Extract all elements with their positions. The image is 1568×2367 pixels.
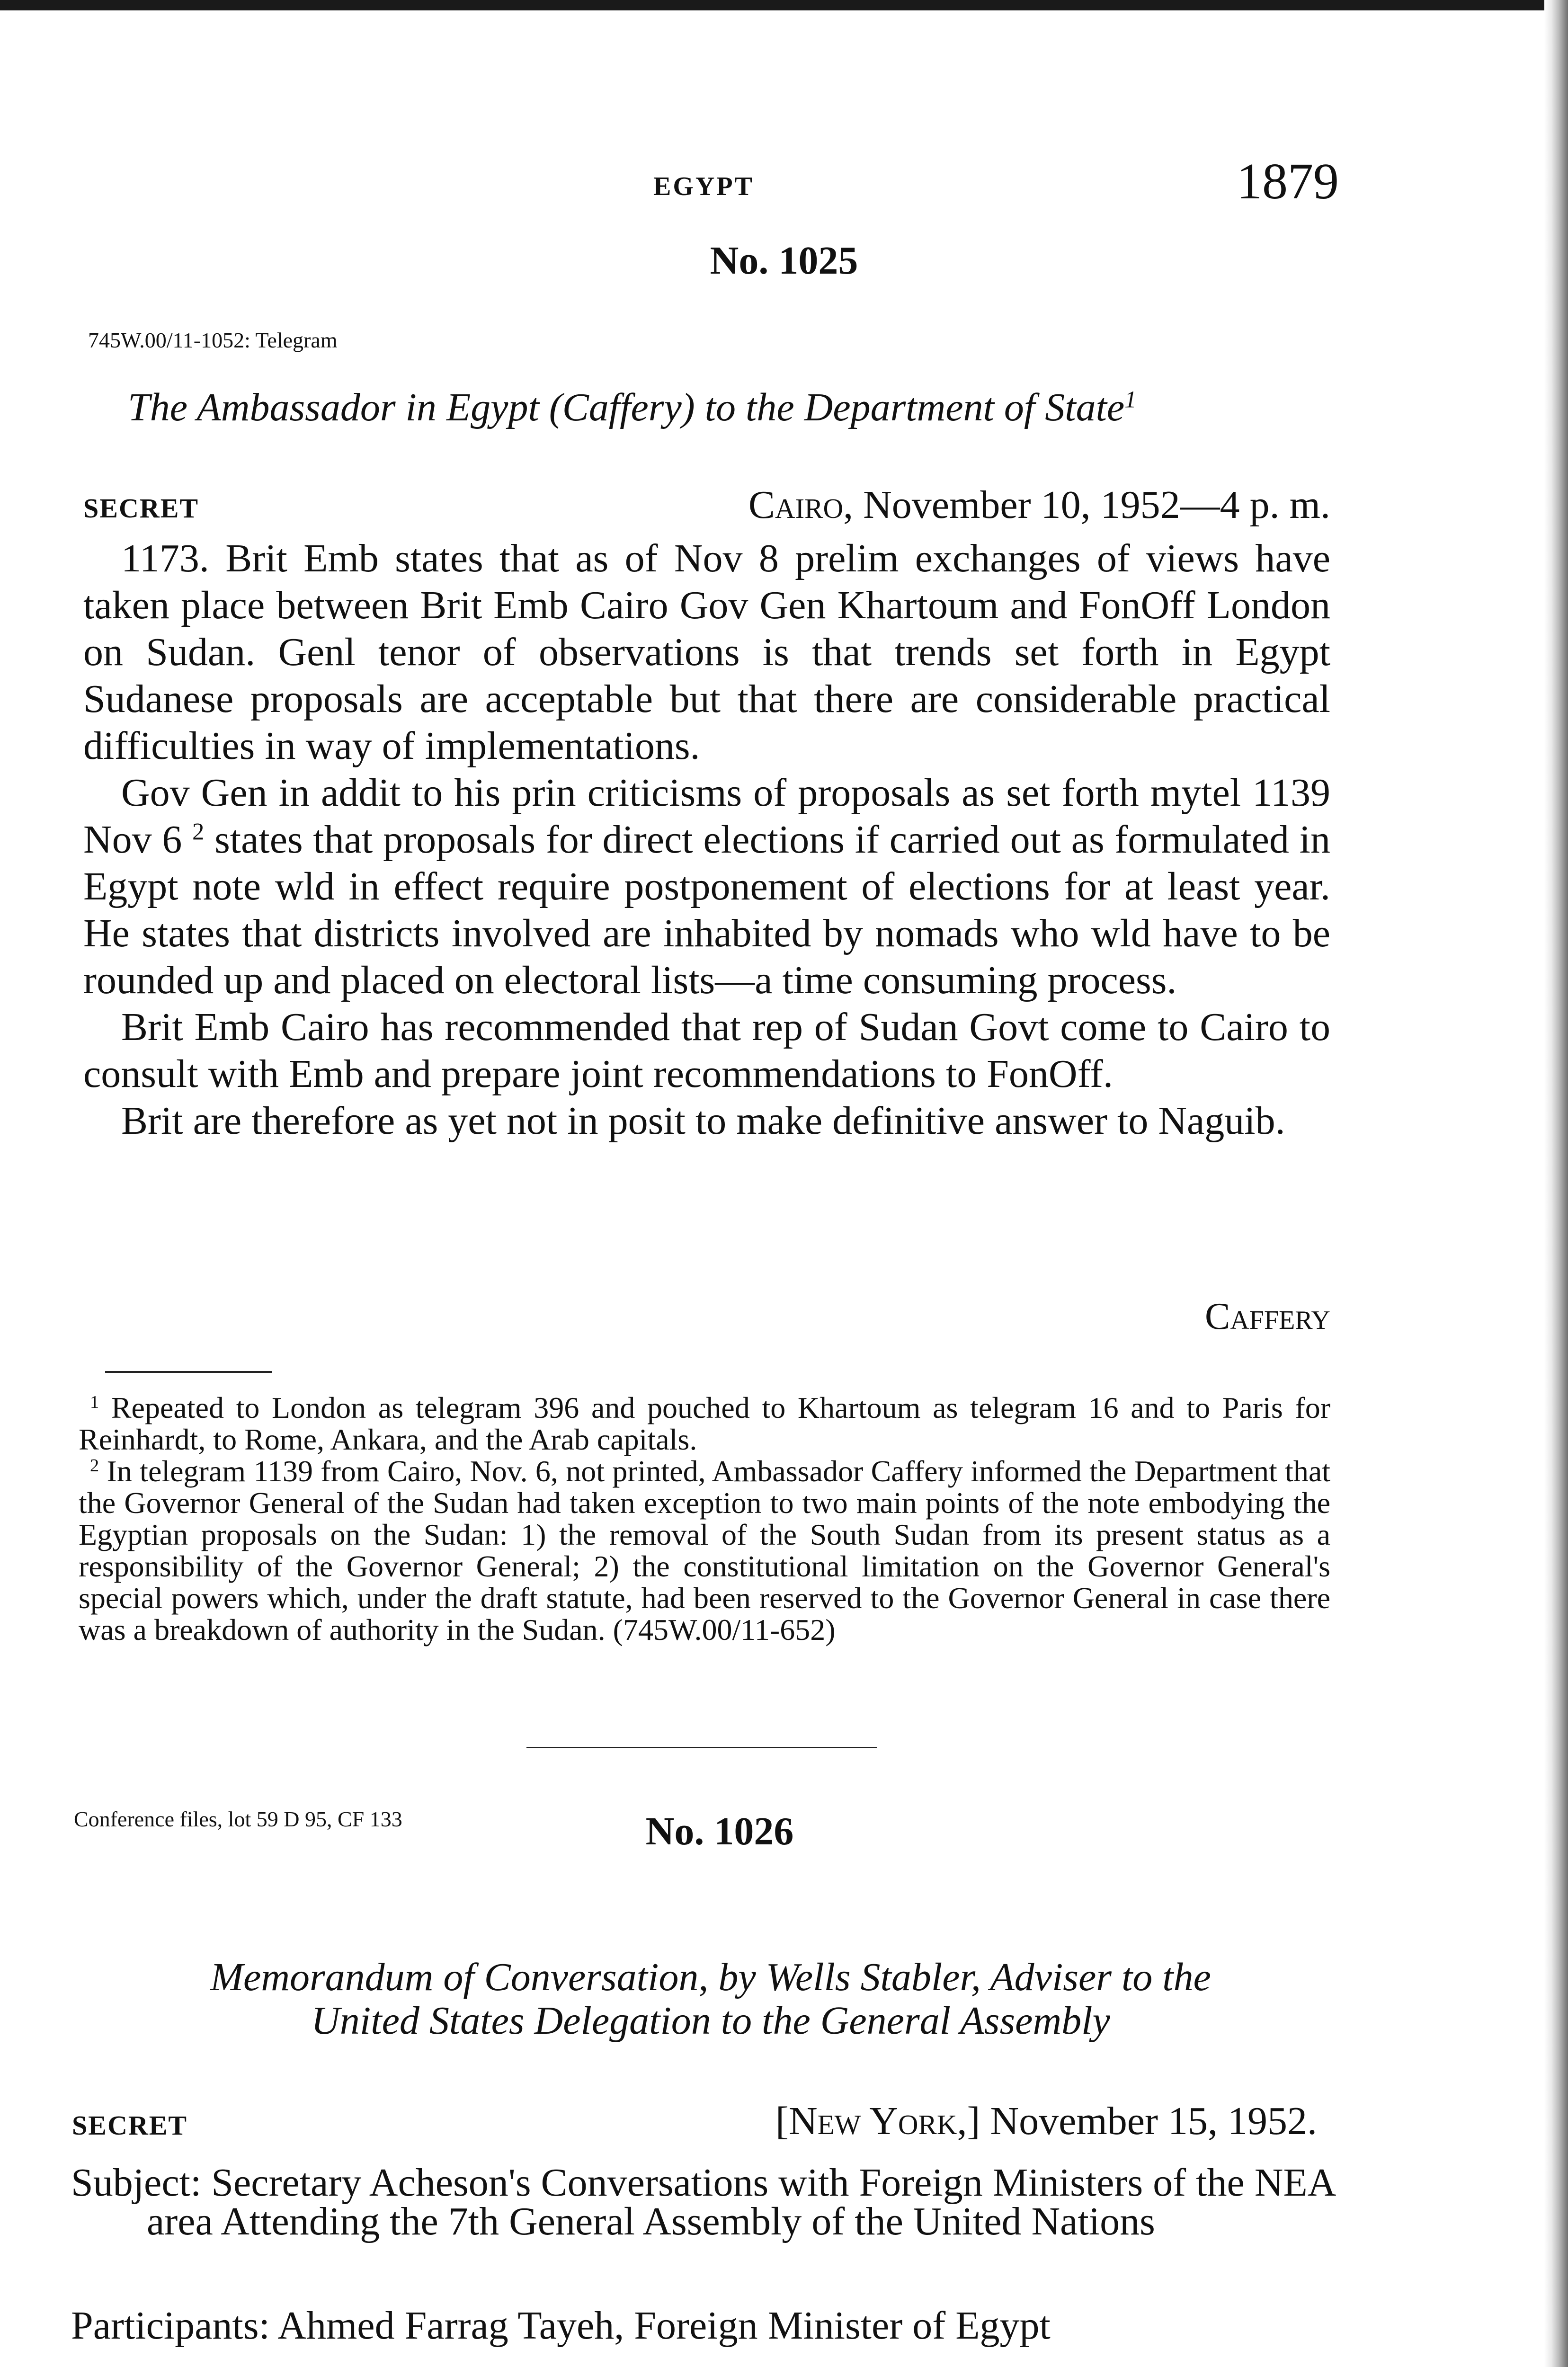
footnote-2 xyxy=(79,1455,1330,1646)
doc2-number: No. 1026 xyxy=(645,1809,794,1853)
doc2-participants xyxy=(71,2303,1051,2349)
doc1-footnotes xyxy=(79,1392,1330,1646)
doc2-title-line-1: Memorandum of Conversation, by Wells Stabler, Adviser to the xyxy=(210,1955,1211,1999)
doc2-date: November 15, 1952. xyxy=(980,2099,1317,2143)
footnote-2-text: In telegram 1139 from Cairo, Nov. 6, not printed, Ambassador Caffery informed the Department that the Governor General of the Sudan had taken exception to two main points of the note embodying the Egyptian proposals on the Sudan: 1) the removal of the South Sudan from its present status as a responsibility of the Governor General; 2) the constitutional limitation on the Governor General's special powers which, under the draft statute, had been reserved to the Governor General in case there was a breakdown of authority in the Sudan. (745W.00/11-652) xyxy=(79,1454,1331,1646)
doc1-title xyxy=(128,384,1136,430)
footnote-1-text: Repeated to London as telegram 396 and pouched to Khartoum as telegram 16 and to Paris for Reinhardt, to Rome, Ankara, and the Arab capitals. xyxy=(79,1391,1331,1456)
doc2-participants-label: Participants: xyxy=(71,2304,270,2348)
doc2-classification: SECRET xyxy=(72,2110,188,2141)
doc2-participants-text: Ahmed Farrag Tayeh, Foreign Minister of Egypt xyxy=(277,2304,1051,2348)
doc1-dateline xyxy=(748,482,1330,528)
doc1-classification: SECRET xyxy=(83,493,199,524)
doc2-dateline xyxy=(775,2098,1317,2144)
doc2-subject xyxy=(71,2163,1397,2241)
doc2-subject-text: Secretary Acheson's Conversations with Foreign Ministers of the NEA area Attending the 7th General Assembly of the United Nations xyxy=(147,2161,1334,2243)
footnote-rule xyxy=(105,1371,272,1373)
doc1-title-text: The Ambassador in Egypt (Caffery) to the Department of State xyxy=(128,385,1125,429)
doc1-paragraph-2-footnote-mark: 2 xyxy=(192,818,205,845)
doc2-title-line-2: United States Delegation to the General Assembly xyxy=(311,1999,1110,2043)
doc1-body xyxy=(83,535,1330,1144)
footnote-1 xyxy=(79,1392,1330,1455)
doc1-place: Cairo xyxy=(748,483,844,527)
scan-top-border xyxy=(0,0,1568,10)
doc1-signature: Caffery xyxy=(1205,1296,1330,1337)
footnote-1-mark: 1 xyxy=(90,1392,99,1412)
page-number: 1879 xyxy=(1237,153,1339,210)
section-divider xyxy=(526,1747,877,1748)
doc1-paragraph-4: Brit are therefore as yet not in posit to make definitive answer to Naguib. xyxy=(121,1099,1285,1143)
running-head-section: EGYPT xyxy=(653,172,754,201)
doc1-paragraph-2-start: Gov Gen in addit to his prin criticisms of proposals as set forth mytel 1139 Nov 6 xyxy=(83,771,1330,862)
doc1-paragraph-1: 1173. Brit Emb states that as of Nov 8 prelim exchanges of views have taken place between Brit Emb Cairo Gov Gen Khartoum and FonOff London on Sudan. Genl tenor of observations is that trends set forth in Egypt Sudanese proposals are acceptable but that there are considerable practical difficulties in way of implementations. xyxy=(83,536,1330,768)
doc1-number: No. 1025 xyxy=(710,239,858,283)
doc1-date: , November 10, 1952—4 p. m. xyxy=(843,483,1330,527)
scan-page-edge xyxy=(1544,0,1568,2367)
doc2-place: [New York,] xyxy=(775,2099,980,2143)
doc2-subject-label: Subject: xyxy=(71,2161,202,2205)
doc1-title-footnote-mark: 1 xyxy=(1124,386,1137,413)
doc2-file-reference: Conference files, lot 59 D 95, CF 133 xyxy=(74,1807,402,1831)
doc1-paragraph-3: Brit Emb Cairo has recommended that rep of Sudan Govt come to Cairo to consult with Emb and prepare joint recommendations to FonOff. xyxy=(83,1005,1330,1096)
doc1-file-reference: 745W.00/11-1052: Telegram xyxy=(88,328,338,352)
doc1-paragraph-2-end: states that proposals for direct elections if carried out as formulated in Egypt note wld in effect require postponement of elections for at least year. He states that districts involved are inhabited by nomads who wld have to be rounded up and placed on electoral lists—a time consuming process. xyxy=(83,818,1330,1002)
footnote-2-mark: 2 xyxy=(90,1455,99,1476)
doc1-paragraph-2 xyxy=(83,769,1330,1004)
